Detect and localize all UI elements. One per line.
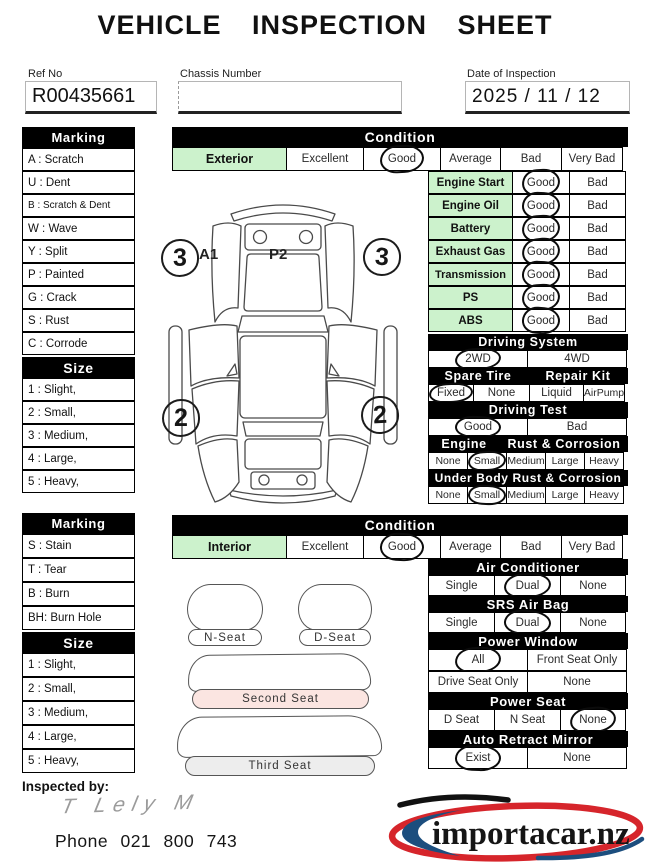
importacar-logo [388,789,646,863]
mech-option-bad[interactable]: Bad [569,309,626,332]
marking-item: G : Crack [22,286,135,309]
d-seat-label: D-Seat [299,629,371,646]
mech-option-good[interactable]: Good [512,309,570,332]
mech-row-label: Transmission [428,263,513,286]
power-window-header: Power Window [428,633,628,649]
front-door-left [189,325,239,386]
logo-text: importacar.nz [432,816,630,852]
ps-d-seat[interactable]: D Seat [428,709,495,731]
mech-row-label: ABS [428,309,513,332]
page-title: VEHICLE INSPECTION SHEET [97,10,553,40]
marking-item: B : Scratch & Dent [22,194,135,217]
front-fender-left [212,223,241,322]
size-item: 3 : Medium, [22,701,135,725]
interior-marking-header: Marking [22,513,135,534]
condition-exterior-header: Condition [172,127,628,147]
repair-kit-title: Repair Kit [545,369,611,383]
windshield [238,316,328,332]
date-of-inspection-value: 2025 / 11 / 12 [472,85,601,107]
engine-rust-large[interactable]: Large [545,452,585,470]
underbody-rust-small[interactable]: Small [467,486,507,504]
auto-retract-mirror-header: Auto Retract Mirror [428,731,628,747]
mech-option-bad[interactable]: Bad [569,286,626,309]
ps-none[interactable]: None [560,709,626,731]
spare-tire-title: Spare Tire [444,369,512,383]
spare-tire-repair-kit-header [428,368,628,384]
front-bumper [231,205,335,221]
size-item: 1 : Slight, [22,378,135,401]
pw-front-seat-only[interactable]: Front Seat Only [527,649,627,671]
mech-option-good[interactable]: Good [512,286,570,309]
marking-item: P : Painted [22,263,135,286]
rear-light-left [259,475,269,485]
engine-rust-title-right: Rust & Corrosion [507,437,621,451]
engine-rust-medium[interactable]: Medium [506,452,546,470]
trunk [245,439,321,469]
condition-option-bad[interactable]: Bad [500,147,562,171]
inspected-by-label: Inspected by: [22,779,110,794]
spare-tire-none[interactable]: None [473,384,530,402]
engine-rust-small[interactable]: Small [467,452,507,470]
srs-dual[interactable]: Dual [494,612,561,633]
size-item: 1 : Slight, [22,653,135,677]
n-seat-label: N-Seat [188,629,262,646]
engine-rust-header [428,436,628,452]
inspector-signature: T Lely M [59,790,202,819]
driving-test-bad[interactable]: Bad [527,418,627,436]
marking-item: Y : Split [22,240,135,263]
third-seat-label: Third Seat [185,756,375,776]
condition-option-bad[interactable]: Bad [500,535,562,559]
damage-mark-circled: 2 [360,395,400,435]
marking-item: A : Scratch [22,148,135,171]
condition-option-excellent[interactable]: Excellent [286,535,364,559]
size-item: 5 : Heavy, [22,470,135,493]
ps-n-seat[interactable]: N Seat [494,709,561,731]
mech-option-bad[interactable]: Bad [569,194,626,217]
arm-none[interactable]: None [527,747,627,769]
mech-option-good[interactable]: Good [512,171,570,194]
srs-air-bag-header: SRS Air Bag [428,596,628,612]
date-of-inspection-label: Date of Inspection [467,68,556,80]
ref-no-label: Ref No [28,68,63,80]
mech-option-good[interactable]: Good [512,240,570,263]
condition-option-good[interactable]: Good [363,535,441,559]
condition-option-very-bad[interactable]: Very Bad [561,147,623,171]
ac-dual[interactable]: Dual [494,575,561,596]
marking-item: C : Corrode [22,332,135,355]
mech-option-good[interactable]: Good [512,194,570,217]
logo-roof-arc [400,797,508,805]
driving-system-2wd[interactable]: 2WD [428,350,528,368]
chassis-number-label: Chassis Number [180,68,262,80]
srs-none[interactable]: None [560,612,626,633]
size-item: 2 : Small, [22,677,135,701]
mech-row-label: Battery [428,217,513,240]
second-seat-label: Second Seat [192,689,369,709]
d-seat-back [298,584,372,631]
pw-drive-seat-only[interactable]: Drive Seat Only [428,671,528,693]
roof [240,336,326,418]
front-fender-right [325,223,354,322]
condition-option-very-bad[interactable]: Very Bad [561,535,623,559]
driving-system-4wd[interactable]: 4WD [527,350,627,368]
rear-window [243,422,323,436]
condition-option-good[interactable]: Good [363,147,441,171]
damage-mark-a1: A1 [199,246,219,263]
rear-light-right [297,475,307,485]
srs-single[interactable]: Single [428,612,495,633]
spare-tire-fixed[interactable]: Fixed [428,384,474,402]
mech-option-bad[interactable]: Bad [569,217,626,240]
condition-option-average[interactable]: Average [440,535,501,559]
n-seat-back [187,584,263,631]
mech-option-bad[interactable]: Bad [569,263,626,286]
underbody-rust-header: Under Body Rust & Corrosion [428,470,628,486]
ac-none[interactable]: None [560,575,626,596]
mech-row-label: Engine Oil [428,194,513,217]
underbody-rust-none[interactable]: None [428,486,468,504]
exterior-marking-header: Marking [22,127,135,148]
marking-item: B : Burn [22,582,135,606]
damage-mark-circled: 2 [162,399,200,437]
headlight-right [300,231,313,244]
interior-size-header: Size [22,632,135,653]
marking-item: S : Rust [22,309,135,332]
engine-rust-title-left: Engine [441,437,487,451]
mech-option-good[interactable]: Good [512,263,570,286]
mech-row-label: PS [428,286,513,309]
marking-item: BH: Burn Hole [22,606,135,630]
headlight-left [254,231,267,244]
rear-bumper [229,490,337,503]
size-item: 4 : Large, [22,447,135,470]
underbody-rust-medium[interactable]: Medium [506,486,546,504]
driving-system-header: Driving System [428,334,628,350]
damage-mark-circled: 3 [161,239,199,277]
date-of-inspection-field[interactable] [465,81,630,114]
underbody-rust-large[interactable]: Large [545,486,585,504]
mech-option-bad[interactable]: Bad [569,171,626,194]
driving-test-header: Driving Test [428,402,628,418]
size-item: 4 : Large, [22,725,135,749]
ac-single[interactable]: Single [428,575,495,596]
condition-option-excellent[interactable]: Excellent [286,147,364,171]
driving-test-good[interactable]: Good [428,418,528,436]
second-seat-back [188,653,371,692]
car-top-view-diagram [165,180,421,512]
mech-option-bad[interactable]: Bad [569,240,626,263]
marking-item: W : Wave [22,217,135,240]
condition-interior-header: Condition [172,515,628,535]
size-item: 2 : Small, [22,401,135,424]
condition-exterior-label: Exterior [172,147,287,171]
air-conditioner-header: Air Conditioner [428,559,628,575]
size-item: 3 : Medium, [22,424,135,447]
power-seat-header: Power Seat [428,693,628,709]
repair-kit-airpump[interactable]: AirPump [583,384,625,402]
condition-interior-label: Interior [172,535,287,559]
damage-mark-circled: 3 [362,237,403,278]
repair-kit-liquid[interactable]: Liquid [529,384,584,402]
mech-row-label: Engine Start [428,171,513,194]
phone-number: Phone 021 800 743 [55,831,238,851]
size-item: 5 : Heavy, [22,749,135,773]
third-seat-back [177,715,382,758]
pw-none[interactable]: None [527,671,627,693]
mech-option-good[interactable]: Good [512,217,570,240]
arm-exist[interactable]: Exist [428,747,528,769]
ref-no-value: R00435661 [32,85,136,107]
damage-mark-p2: P2 [269,246,288,263]
exterior-size-header: Size [22,357,135,378]
mech-row-label: Exhaust Gas [428,240,513,263]
condition-option-average[interactable]: Average [440,147,501,171]
underbody-rust-heavy[interactable]: Heavy [584,486,624,504]
chassis-number-field[interactable] [178,81,402,114]
ref-no-field[interactable] [25,81,157,114]
pw-all[interactable]: All [428,649,528,671]
marking-item: U : Dent [22,171,135,194]
front-door-right [327,325,377,386]
marking-item: T : Tear [22,558,135,582]
engine-rust-heavy[interactable]: Heavy [584,452,624,470]
engine-rust-none[interactable]: None [428,452,468,470]
marking-item: S : Stain [22,534,135,558]
